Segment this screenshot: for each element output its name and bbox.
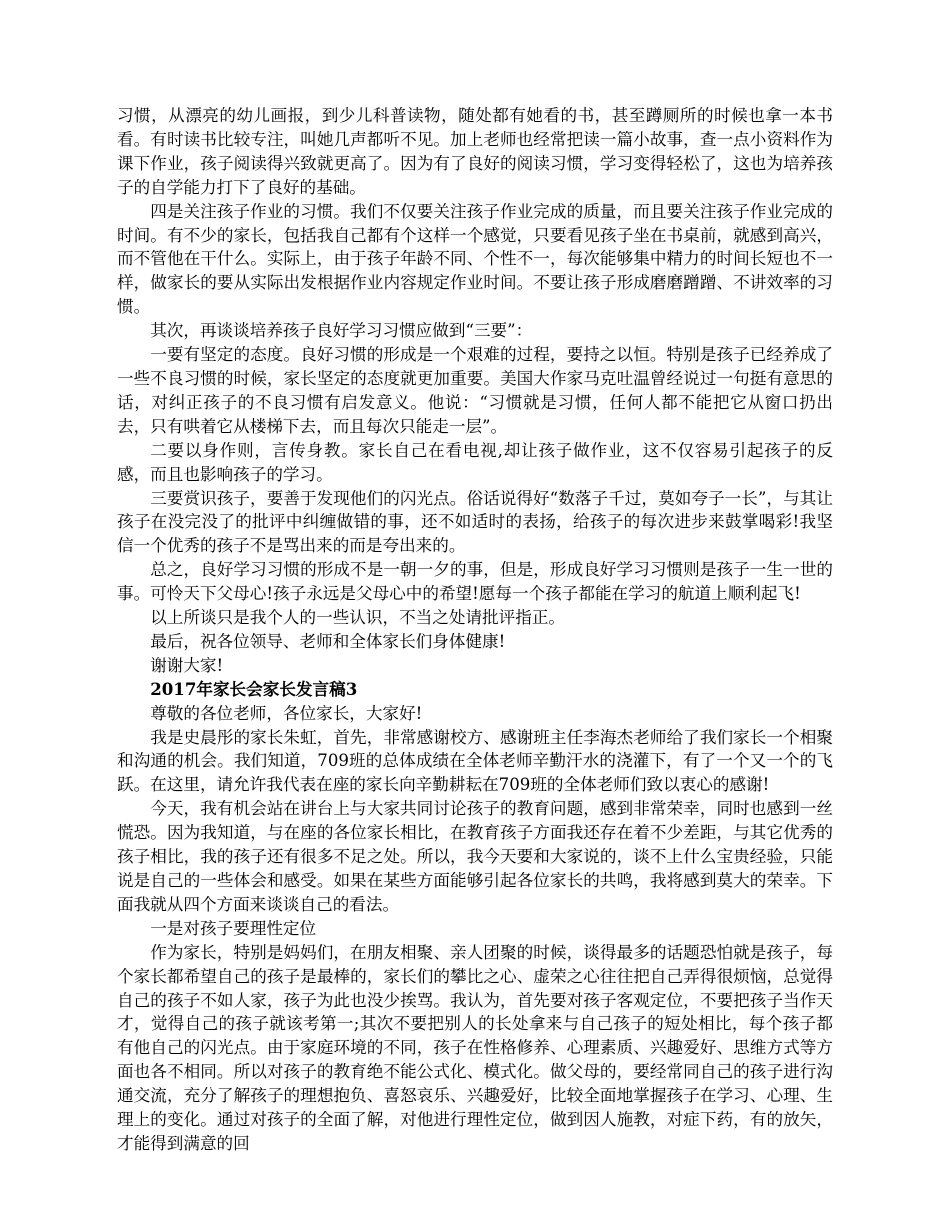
paragraph-honored-to-speak: 今天，我有机会站在讲台上与大家共同讨论孩子的教育问题，感到非常荣幸，同时也感到一丝慌恐。因为我知道，与在座的各位家长相比，在教育孩子方面我还存在着不少差距，与其它优秀的孩子相比，我的孩子还有很多不足之处。所以，我今天要和大家说的，谈不上什么宝贵经验，只能说是自己的一些体会和感受。如果在某些方面能够引起各位家长的共鸣，我将感到莫大的荣幸。下面我就从四个方面来谈谈自己的看法。: [117, 799, 833, 914]
paragraph-firm-attitude: 一要有坚定的态度。良好习惯的形成是一个艰难的过程，要持之以恒。特别是孩子已经养成了一些不良习惯的时候，家长坚定的态度就更加重要。美国大作家马克吐温曾经说过一句挺有意思的话，对纠正孩子的不良习惯有启发意义。他说：“习惯就是习惯，任何人都不能把它从窗口扔出去，只有哄着它从楼梯下去，而且每次只能走一层”。: [117, 345, 833, 436]
paragraph-greeting: 尊敬的各位老师，各位家长，大家好!: [150, 703, 423, 723]
paragraph-rational-positioning-body: 作为家长，特别是妈妈们，在朋友相聚、亲人团聚的时候，谈得最多的话题恐怕就是孩子，每个家长都希望自己的孩子是最棒的，家长们的攀比之心、虚荣之心往往把自己弄得很烦恼，总觉得自己的孩子不如人家，孩子为此也没少挨骂。我认为，首先要对孩子客观定位，不要把孩子当作天才，觉得自己的孩子就该考第一;其次不要把别人的长处拿来与自己孩子的短处相比，每个孩子都有他自己的闪光点。由于家庭环境的不同，孩子在性格修养、心理素质、兴趣爱好、思维方式等方面也各不相同。所以对孩子的教育绝不能公式化、模式化。做父母的，要经常同自己的孩子进行沟通交流，充分了解孩子的理想抱负、喜怒哀乐、兴趣爱好，比较全面地掌握孩子在学习、心理、生理上的变化。通过对孩子的全面了解，对他进行理性定位，做到因人施教，对症下药，有的放矢，才能得到满意的回: [117, 942, 833, 1153]
paragraph-homework-habit: 四是关注孩子作业的习惯。我们不仅要关注孩子作业完成的质量，而且要关注孩子作业完成的时间。有不少的家长，包括我自己都有个这样一个感觉，只要看见孩子坐在书桌前，就感到高兴，而不管他在干什么。实际上，由于孩子年龄不同、个性不一，每次能够集中精力的时间长短也不一样，做家长的要从实际出发根据作业内容规定作业时间。不要让孩子形成磨磨蹭蹭、不讲效率的习惯。: [117, 201, 833, 317]
section-heading: 2017年家长会家长发言稿3: [150, 678, 358, 699]
paragraph-three-musts-intro: 其次，再谈谈培养孩子良好学习习惯应做到“三要”：: [150, 321, 533, 341]
paragraph-lead-by-example: 二要以身作则，言传身教。家长自己在看电视,却让孩子做作业，这不仅容易引起孩子的反感，而且也影响孩子的学习。: [117, 440, 833, 484]
document-page: [117, 104, 833, 1156]
paragraph-appreciate-child: 三要赏识孩子，要善于发现他们的闪光点。俗话说得好“数落子千过，莫如夸子一长”，与其让孩子在没完没了的批评中纠缠做错的事，还不如适时的表扬，给孩子的每次进步来鼓掌喝彩!我坚信一个优秀的孩子不是骂出来的而是夸出来的。: [117, 488, 833, 556]
paragraph-thanks: 谢谢大家!: [150, 655, 224, 675]
paragraph-conclusion: 总之，良好学习习惯的形成不是一朝一夕的事，但是，形成良好学习习惯则是孩子一生一世的事。可怜天下父母心!孩子永远是父母心中的希望!愿每一个孩子都能在学习的航道上顺利起飞!: [117, 560, 833, 604]
paragraph-personal-opinion: 以上所谈只是我个人的一些认识，不当之处请批评指正。: [150, 608, 566, 628]
paragraph-self-introduction: 我是史晨彤的家长朱虹，首先，非常感谢校方、感谢班主任李海杰老师给了我们家长一个相聚和沟通的机会。我们知道，709班的总体成绩在全体老师辛勤汗水的浇灌下，有了一个又一个的飞跃。在这里，请允许我代表在座的家长向辛勤耕耘在709班的全体老师们致以衷心的感谢!: [117, 727, 833, 795]
paragraph-reading-habit: 习惯，从漂亮的幼儿画报，到少儿科普读物，随处都有她看的书，甚至蹲厕所的时候也拿一本书看。有时读书比较专注，叫她几声都听不见。加上老师也经常把读一篇小故事，查一点小资料作为课下作业，孩子阅读得兴致就更高了。因为有了良好的阅读习惯，学习变得轻松了，这也为培养孩子的自学能力打下了良好的基础。: [117, 106, 833, 197]
paragraph-rational-positioning-title: 一是对孩子要理性定位: [150, 918, 317, 938]
paragraph-wishes: 最后，祝各位领导、老师和全体家长们身体健康!: [150, 631, 506, 651]
